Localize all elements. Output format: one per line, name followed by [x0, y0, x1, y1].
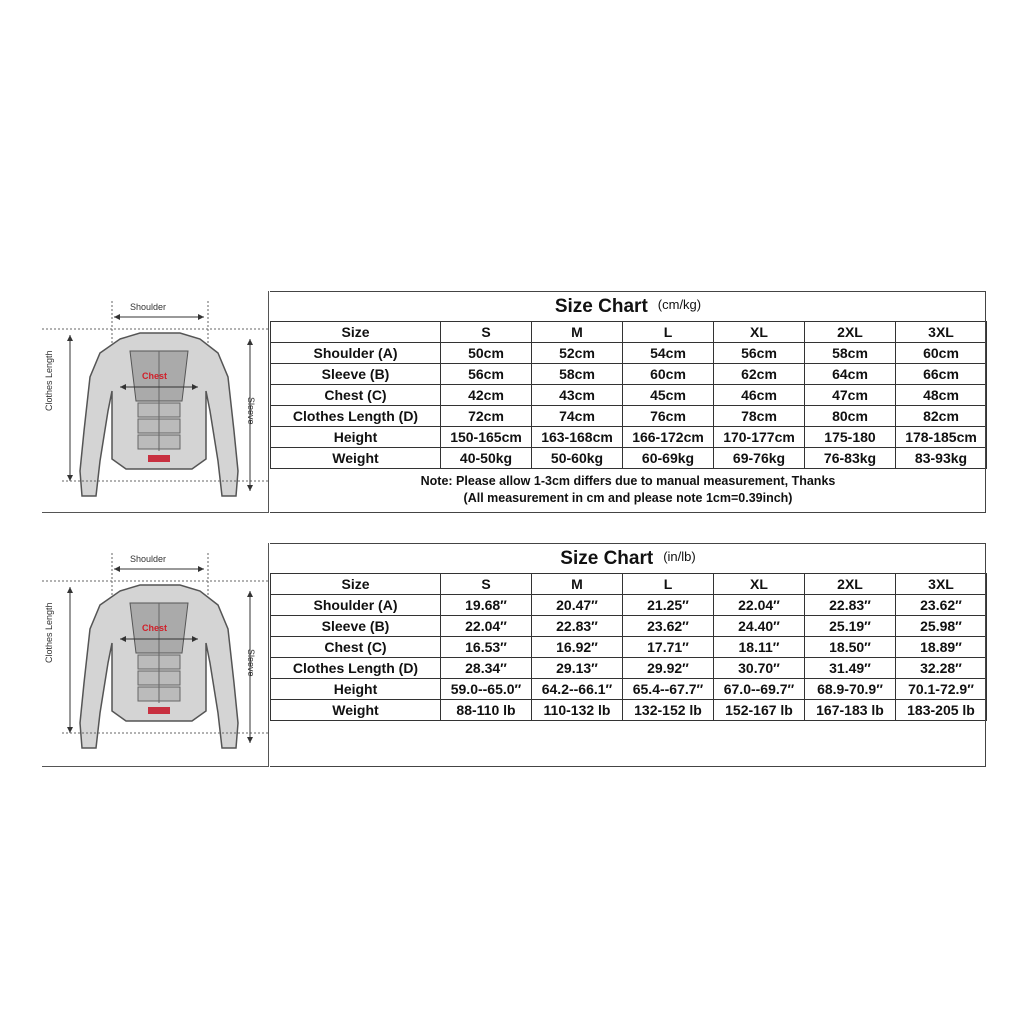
value-cell: 64cm [805, 364, 896, 385]
value-cell: 78cm [714, 406, 805, 427]
value-cell: 29.13″ [532, 658, 623, 679]
table-row [271, 427, 987, 448]
table-header-row [271, 322, 987, 343]
shoulder-label: Shoulder [130, 302, 167, 312]
value-cell: 152-167 lb [714, 700, 805, 721]
value-cell: 56cm [441, 364, 532, 385]
shoulder-label: Shoulder [130, 554, 167, 564]
size-table [270, 573, 987, 721]
header-cell: L [623, 322, 714, 343]
chart-title [270, 543, 986, 574]
value-cell: 163-168cm [532, 427, 623, 448]
row-label-cell: Height [271, 679, 441, 700]
table-row [271, 658, 987, 679]
value-cell: 22.83″ [805, 595, 896, 616]
row-label-cell: Weight [271, 700, 441, 721]
value-cell: 58cm [532, 364, 623, 385]
jacket-diagram [42, 291, 269, 513]
measurement-note [270, 473, 986, 507]
value-cell: 166-172cm [623, 427, 714, 448]
table-row [271, 385, 987, 406]
value-cell: 17.71″ [623, 637, 714, 658]
value-cell: 18.11″ [714, 637, 805, 658]
value-cell: 16.53″ [441, 637, 532, 658]
size-chart-in [42, 543, 986, 767]
value-cell: 175-180 [805, 427, 896, 448]
size-table-panel [270, 543, 986, 767]
value-cell: 25.19″ [805, 616, 896, 637]
clothes-length-label: Clothes Length [44, 350, 54, 411]
value-cell: 50cm [441, 343, 532, 364]
header-cell: XL [714, 574, 805, 595]
header-cell: M [532, 574, 623, 595]
row-label-cell: Shoulder (A) [271, 595, 441, 616]
value-cell: 167-183 lb [805, 700, 896, 721]
row-label-cell: Height [271, 427, 441, 448]
value-cell: 46cm [714, 385, 805, 406]
value-cell: 70.1-72.9″ [896, 679, 987, 700]
header-cell: Size [271, 574, 441, 595]
value-cell: 67.0--69.7″ [714, 679, 805, 700]
table-row [271, 616, 987, 637]
value-cell: 40-50kg [441, 448, 532, 469]
table-row [271, 637, 987, 658]
value-cell: 183-205 lb [896, 700, 987, 721]
jacket-figure-icon [42, 291, 268, 506]
size-table-panel [270, 291, 986, 513]
header-cell: 3XL [896, 574, 987, 595]
note-line: (All measurement in cm and please note 1cm=0.39inch) [463, 491, 793, 506]
chart-unit: (cm/kg) [657, 297, 702, 312]
value-cell: 28.34″ [441, 658, 532, 679]
value-cell: 30.70″ [714, 658, 805, 679]
value-cell: 22.04″ [441, 616, 532, 637]
value-cell: 76-83kg [805, 448, 896, 469]
value-cell: 72cm [441, 406, 532, 427]
value-cell: 21.25″ [623, 595, 714, 616]
sleeve-label: Sleeve [246, 649, 256, 677]
jacket-diagram [42, 543, 269, 767]
value-cell: 23.62″ [896, 595, 987, 616]
chart-title-text: Size Chart [554, 296, 648, 317]
value-cell: 76cm [623, 406, 714, 427]
table-header-row [271, 574, 987, 595]
value-cell: 32.28″ [896, 658, 987, 679]
row-label-cell: Sleeve (B) [271, 616, 441, 637]
header-cell: 2XL [805, 322, 896, 343]
chart-title [270, 291, 986, 322]
value-cell: 64.2--66.1″ [532, 679, 623, 700]
value-cell: 45cm [623, 385, 714, 406]
row-label-cell: Weight [271, 448, 441, 469]
header-cell: XL [714, 322, 805, 343]
value-cell: 60cm [623, 364, 714, 385]
row-label-cell: Clothes Length (D) [271, 658, 441, 679]
table-row [271, 679, 987, 700]
row-label-cell: Sleeve (B) [271, 364, 441, 385]
value-cell: 66cm [896, 364, 987, 385]
value-cell: 59.0--65.0″ [441, 679, 532, 700]
value-cell: 19.68″ [441, 595, 532, 616]
value-cell: 82cm [896, 406, 987, 427]
table-row [271, 406, 987, 427]
value-cell: 31.49″ [805, 658, 896, 679]
value-cell: 74cm [532, 406, 623, 427]
header-cell: S [441, 322, 532, 343]
value-cell: 110-132 lb [532, 700, 623, 721]
value-cell: 16.92″ [532, 637, 623, 658]
value-cell: 88-110 lb [441, 700, 532, 721]
value-cell: 178-185cm [896, 427, 987, 448]
chart-unit: (in/lb) [663, 549, 696, 564]
value-cell: 83-93kg [896, 448, 987, 469]
value-cell: 80cm [805, 406, 896, 427]
value-cell: 69-76kg [714, 448, 805, 469]
size-chart-cm [42, 291, 986, 513]
value-cell: 52cm [532, 343, 623, 364]
table-row [271, 700, 987, 721]
value-cell: 58cm [805, 343, 896, 364]
table-row [271, 448, 987, 469]
value-cell: 20.47″ [532, 595, 623, 616]
value-cell: 22.83″ [532, 616, 623, 637]
value-cell: 18.50″ [805, 637, 896, 658]
size-table [270, 321, 987, 469]
header-cell: M [532, 322, 623, 343]
value-cell: 62cm [714, 364, 805, 385]
value-cell: 42cm [441, 385, 532, 406]
value-cell: 60cm [896, 343, 987, 364]
value-cell: 25.98″ [896, 616, 987, 637]
value-cell: 170-177cm [714, 427, 805, 448]
value-cell: 23.62″ [623, 616, 714, 637]
value-cell: 50-60kg [532, 448, 623, 469]
value-cell: 54cm [623, 343, 714, 364]
value-cell: 60-69kg [623, 448, 714, 469]
chest-label: Chest [142, 371, 168, 381]
table-row [271, 595, 987, 616]
row-label-cell: Chest (C) [271, 637, 441, 658]
header-cell: 2XL [805, 574, 896, 595]
table-row [271, 364, 987, 385]
value-cell: 43cm [532, 385, 623, 406]
row-label-cell: Shoulder (A) [271, 343, 441, 364]
value-cell: 47cm [805, 385, 896, 406]
sleeve-label: Sleeve [246, 397, 256, 425]
value-cell: 56cm [714, 343, 805, 364]
value-cell: 68.9-70.9″ [805, 679, 896, 700]
header-cell: L [623, 574, 714, 595]
value-cell: 18.89″ [896, 637, 987, 658]
jacket-figure-icon [42, 543, 268, 758]
value-cell: 29.92″ [623, 658, 714, 679]
header-cell: Size [271, 322, 441, 343]
value-cell: 150-165cm [441, 427, 532, 448]
header-cell: S [441, 574, 532, 595]
clothes-length-label: Clothes Length [44, 602, 54, 663]
header-cell: 3XL [896, 322, 987, 343]
value-cell: 132-152 lb [623, 700, 714, 721]
chest-label: Chest [142, 623, 168, 633]
note-line: Note: Please allow 1-3cm differs due to manual measurement, Thanks [420, 474, 836, 489]
value-cell: 48cm [896, 385, 987, 406]
value-cell: 22.04″ [714, 595, 805, 616]
row-label-cell: Chest (C) [271, 385, 441, 406]
value-cell: 65.4--67.7″ [623, 679, 714, 700]
row-label-cell: Clothes Length (D) [271, 406, 441, 427]
value-cell: 24.40″ [714, 616, 805, 637]
table-row [271, 343, 987, 364]
chart-title-text: Size Chart [560, 548, 654, 569]
